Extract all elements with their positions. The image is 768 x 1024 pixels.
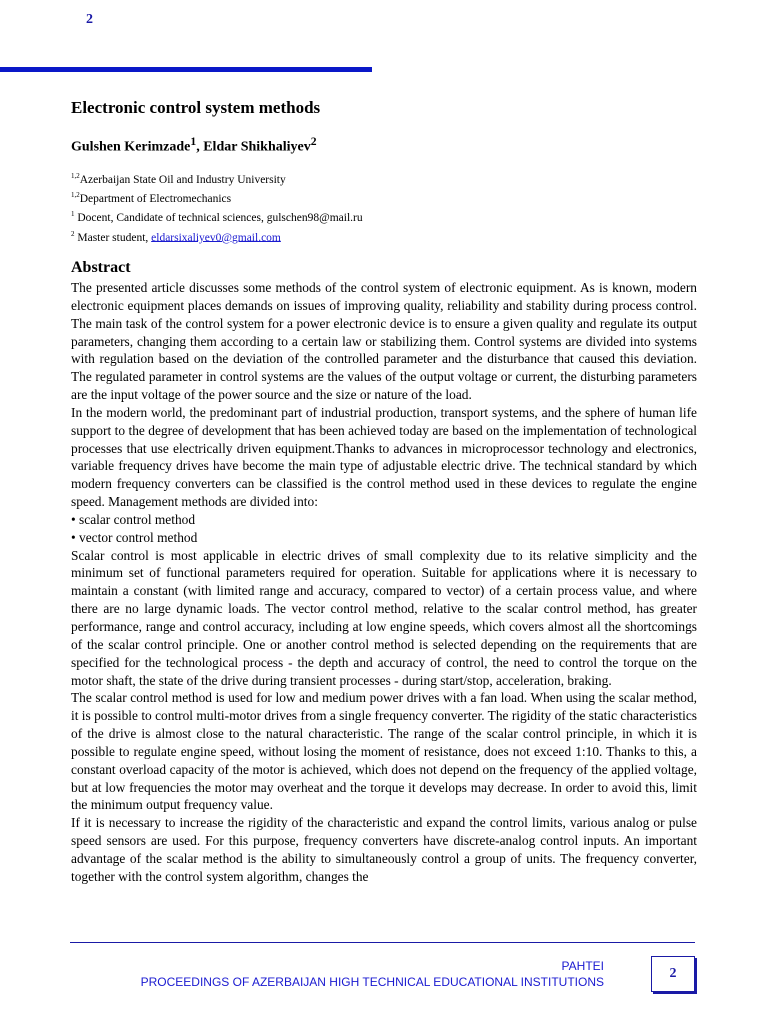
affiliation-text: Docent, Candidate of technical sciences, gulschen98@mail.ru [74,212,363,225]
author-line [71,135,697,156]
affiliation-text: Azerbaijan State Oil and Industry University [79,173,286,186]
affiliation-line [71,188,697,207]
paragraph: If it is necessary to increase the rigidity of the characteristic and expand the control limits, various analog or pulse speed sensors are used. For this purpose, frequency converters have discrete-analog control inputs. An important advantage of the scalar method is the ability to simultaneously control a group of units. The frequency converter, together with the control system algorithm, changes the [71,815,697,884]
paragraph: In the modern world, the predominant part of industrial production, transport systems, and the sphere of human life support to the degree of development that has been achieved today are based on the implementation of technological processes that use electrically driven equipment.Thanks to advances in microprocessor technology and electronics, variable frequency drives have become the main type of adjustable electric drive. The technical standard by which modern frequency converters can be classified is the control method used in these devices to regulate the engine speed. Management methods are divided into: [71,404,697,510]
affiliation-sup: 1,2 [71,171,80,180]
affiliation-text: Department of Electromechanics [79,192,232,205]
header-page-number: 2 [86,12,93,27]
paragraph: The presented article discusses some methods of the control system of electronic equipment. As is known, modern electronic equipment places demands on issues of improving quality, reliability and stability during process control. The main task of the control system for a power electronic device is to ensure a given quality and regulate its output parameters, changing them according to a certain law or stabilizing them. Control systems are divided into systems with regulation based on the deviation of the controlled parameter and the disturbance that caused this deviation. The regulated parameter in control systems are the values of the output voltage or current, the disturbing parameters are the input voltage of the power source and the size or nature of the load. [71,279,697,403]
affiliation-line [71,227,697,246]
affiliation-text: Master student, [74,231,152,244]
email-link[interactable]: eldarsixaliyev0@gmail.com [151,231,281,244]
affiliation-line [71,207,697,226]
list-item: • scalar control method [71,511,196,527]
affiliation-line [71,169,697,188]
header-rule [0,67,372,72]
affiliations [71,169,697,246]
author-sup: 2 [310,135,317,148]
abstract-heading: Abstract [71,258,131,276]
footer-journal-abbrev: PAHTEI [561,959,604,973]
author-separator: , [196,139,204,155]
abstract-text [71,279,697,886]
author-name: Gulshen Kerimzade [71,139,191,155]
affiliation-sup: 1,2 [71,190,80,199]
footer-rule [70,942,695,943]
footer-journal-name: PROCEEDINGS OF AZERBAIJAN HIGH TECHNICAL EDUCATIONAL INSTITUTIONS [140,975,604,989]
author-sup: 1 [190,135,197,148]
list-item: • vector control method [71,529,198,545]
affiliation-sup: 2 [71,229,75,238]
article-body [71,98,697,886]
affiliation-sup: 1 [71,210,75,219]
paragraph: The scalar control method is used for low and medium power drives with a fan load. When using the scalar method, it is possible to control multi-motor drives from a single frequency converter. The rigidity of the static characteristics of the drive is almost close to the natural characteristic. The range of the scalar control principle, in which it is possible to regulate engine speed, without losing the moment of resistance, does not exceed 1:10. Thanks to this, a constant overload capacity of the motor is achieved, which does not depend on the frequency of the applied voltage, but at low frequencies the motor may overheat and the torque it develops may decrease. In order to avoid this, limit the minimum output frequency value. [71,690,697,813]
footer-page-number: 2 [651,956,695,992]
author-name: Eldar Shikhaliyev [203,139,311,155]
article-title: Electronic control system methods [71,98,321,117]
paragraph: Scalar control is most applicable in electric drives of small complexity due to its relative simplicity and the minimum set of functional parameters required for operation. Suitable for applications where it is necessary to maintain a constant (with limited range and accuracy, compared to vector) of a certain process value, and where there are no large dynamic loads. The vector control method, relative to the scalar control method, has greater performance, range and control accuracy, including at low engine speeds, which covers almost all the shortcomings of the scalar control principle. One or another control method is selected depending on the requirements that are specified for the technological process - the depth and accuracy of control, the need to control the torque on the motor shaft, the state of the drive during transient processes - during start/stop, acceleration, braking. [71,547,697,688]
footer-journal-title [141,958,604,990]
